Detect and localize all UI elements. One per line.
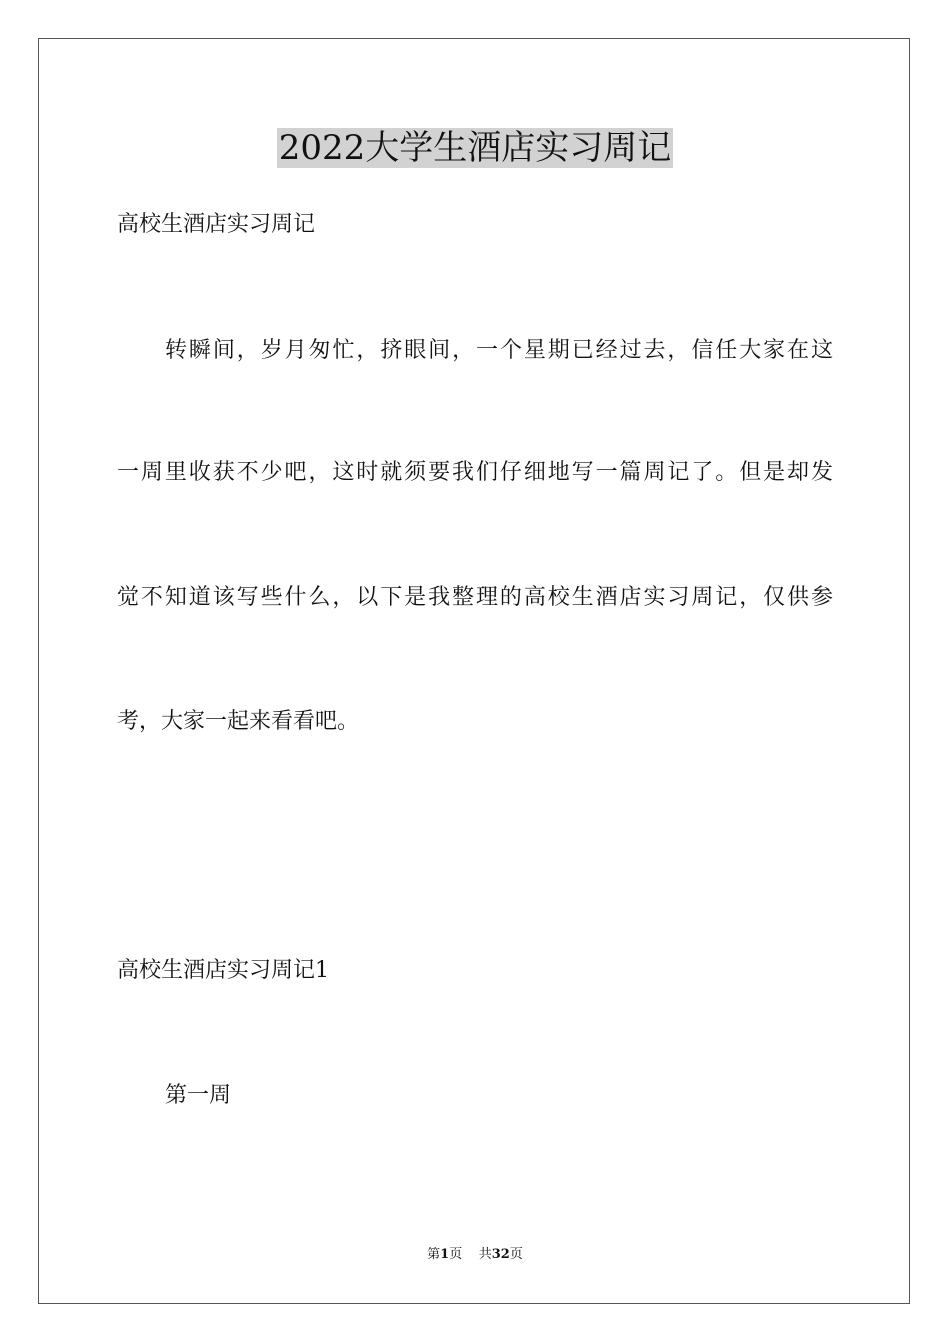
footer-page-suffix: 页 <box>449 1247 463 1262</box>
intro-line-3: 觉不知道该写些什么，以下是我整理的高校生酒店实习周记，仅供参 <box>117 585 833 610</box>
footer-page-total: 32 <box>491 1247 510 1262</box>
footer-total-prefix: 共 <box>478 1247 492 1262</box>
intro-line-2: 一周里收获不少吧，这时就须要我们仔细地写一篇周记了。但是却发 <box>117 460 833 485</box>
footer-total-suffix: 页 <box>509 1247 523 1262</box>
intro-line-1: 转瞬间，岁月匆忙，挤眼间，一个星期已经过去，信任大家在这 <box>165 338 833 363</box>
footer-page-prefix: 第 <box>427 1247 441 1262</box>
document-title-text: 2022大学生酒店实习周记 <box>278 128 672 168</box>
footer-page-current: 1 <box>440 1247 450 1262</box>
week-label: 第一周 <box>165 1083 232 1108</box>
document-title <box>0 126 950 170</box>
intro-line-4: 考，大家一起来看看吧。 <box>117 709 360 734</box>
section-heading: 高校生酒店实习周记1 <box>117 958 329 983</box>
document-subtitle: 高校生酒店实习周记 <box>117 212 316 237</box>
page-footer <box>0 1246 950 1264</box>
